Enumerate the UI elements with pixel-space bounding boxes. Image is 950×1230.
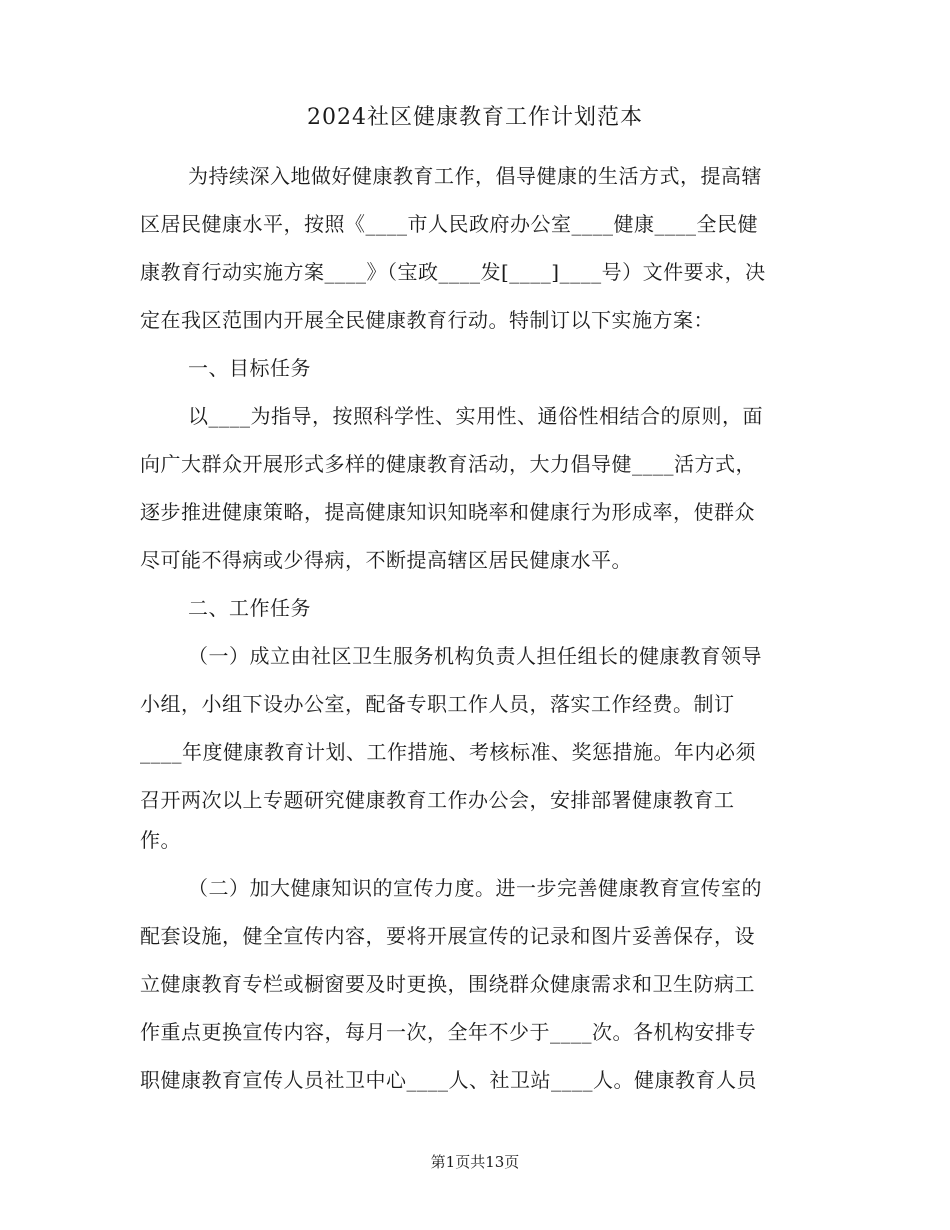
paragraph-line: 召开两次以上专题研究健康教育工作办公会，安排部署健康教育工 — [140, 788, 735, 812]
paragraph-line: 小组，小组下设办公室，配备专职工作人员，落实工作经费。制订 — [140, 692, 735, 716]
page-number-footer: 第1页共13页 — [430, 1153, 520, 1171]
section-heading: 二、工作任务 — [188, 596, 311, 620]
paragraph-line: （一）成立由社区卫生服务机构负责人担任组长的健康教育领导 — [188, 644, 762, 668]
paragraph-line: 区居民健康水平，按照《____市人民政府办公室____健康____全民健 — [140, 212, 758, 236]
page-title: 2024社区健康教育工作计划范本 — [307, 105, 643, 130]
paragraph-line: 尽可能不得病或少得病，不断提高辖区居民健康水平。 — [140, 548, 632, 572]
paragraph-line: 职健康教育宣传人员社卫中心____人、社卫站____人。健康教育人员 — [140, 1068, 757, 1092]
paragraph-line: 作。 — [140, 828, 181, 852]
paragraph-line: 康教育行动实施方案____》（宝政____发[____]____号）文件要求，决 — [140, 260, 766, 284]
paragraph-line: 定在我区范围内开展全民健康教育行动。特制订以下实施方案： — [140, 308, 714, 332]
paragraph-line: 配套设施，健全宣传内容，要将开展宣传的记录和图片妥善保存，设 — [140, 924, 755, 948]
paragraph-line: 立健康教育专栏或橱窗要及时更换，围绕群众健康需求和卫生防病工 — [140, 972, 755, 996]
paragraph-line: 作重点更换宣传内容，每月一次，全年不少于____次。各机构安排专 — [140, 1020, 756, 1044]
paragraph-line: 逐步推进健康策略，提高健康知识知晓率和健康行为形成率，使群众 — [140, 500, 755, 524]
paragraph-line: 向广大群众开展形式多样的健康教育活动，大力倡导健____活方式， — [140, 452, 756, 476]
paragraph-line: ____年度健康教育计划、工作措施、考核标准、奖惩措施。年内必须 — [140, 740, 756, 764]
paragraph-line: 以____为指导，按照科学性、实用性、通俗性相结合的原则，面 — [188, 404, 763, 428]
paragraph-line: （二）加大健康知识的宣传力度。进一步完善健康教育宣传室的 — [188, 876, 762, 900]
section-heading: 一、目标任务 — [188, 356, 311, 380]
paragraph-line: 为持续深入地做好健康教育工作，倡导健康的生活方式，提高辖 — [188, 164, 762, 188]
